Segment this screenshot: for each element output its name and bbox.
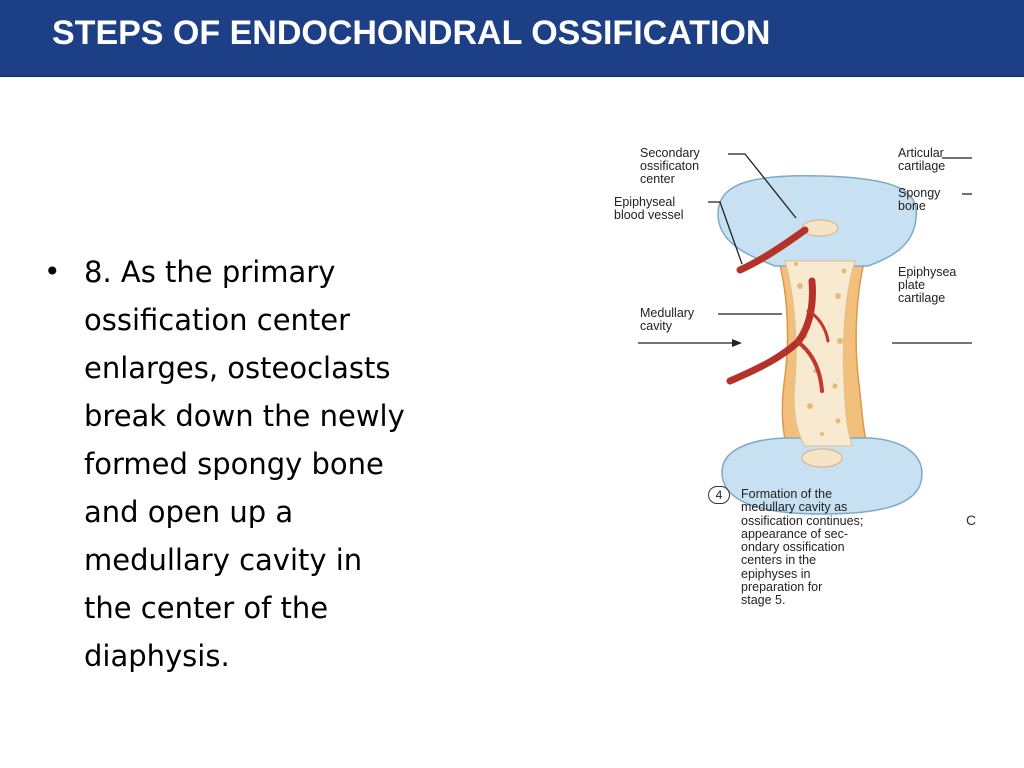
left-arrow-head [732,339,742,347]
label-spongy-bone: Spongy bone [898,186,941,213]
label-epiphyseal-plate-cartilage: Epiphysea plate cartilage [898,265,957,305]
step-number-badge: 4 [708,486,730,504]
bullet-text [84,248,504,680]
slide-title: STEPS OF ENDOCHONDRAL OSSIFICATION [52,14,771,52]
bullet-line: break down the newly [84,399,405,433]
figure-caption: Formation of the medullary cavity as ossification continues; appearance of sec- ondary ossification centers in the epiphyses in preparation for stage 5. [741,487,864,608]
label-secondary-ossification-center: Secondary ossificaton center [640,146,700,186]
bullet-line: diaphysis. [84,639,230,673]
bullet-line: enlarges, osteoclasts [84,351,391,385]
bullet-line: ossification center [84,303,351,337]
bone-diagram [600,136,980,616]
label-medullary-cavity: Medullary cavity [640,306,695,333]
title-bar [0,0,1024,77]
label-epiphyseal-blood-vessel: Epiphyseal blood vessel [614,195,684,222]
lower-secondary-center [802,449,842,467]
bullet-marker: • [44,255,61,288]
bullet-line: formed spongy bone [84,447,384,481]
bullet-line: the center of the [84,591,329,625]
bullet-line: 8. As the primary [84,255,336,289]
cropped-letter: C [966,512,977,528]
label-articular-cartilage: Articular cartilage [898,146,946,173]
bullet-line: and open up a [84,495,294,529]
bullet-line: medullary cavity in [84,543,363,577]
